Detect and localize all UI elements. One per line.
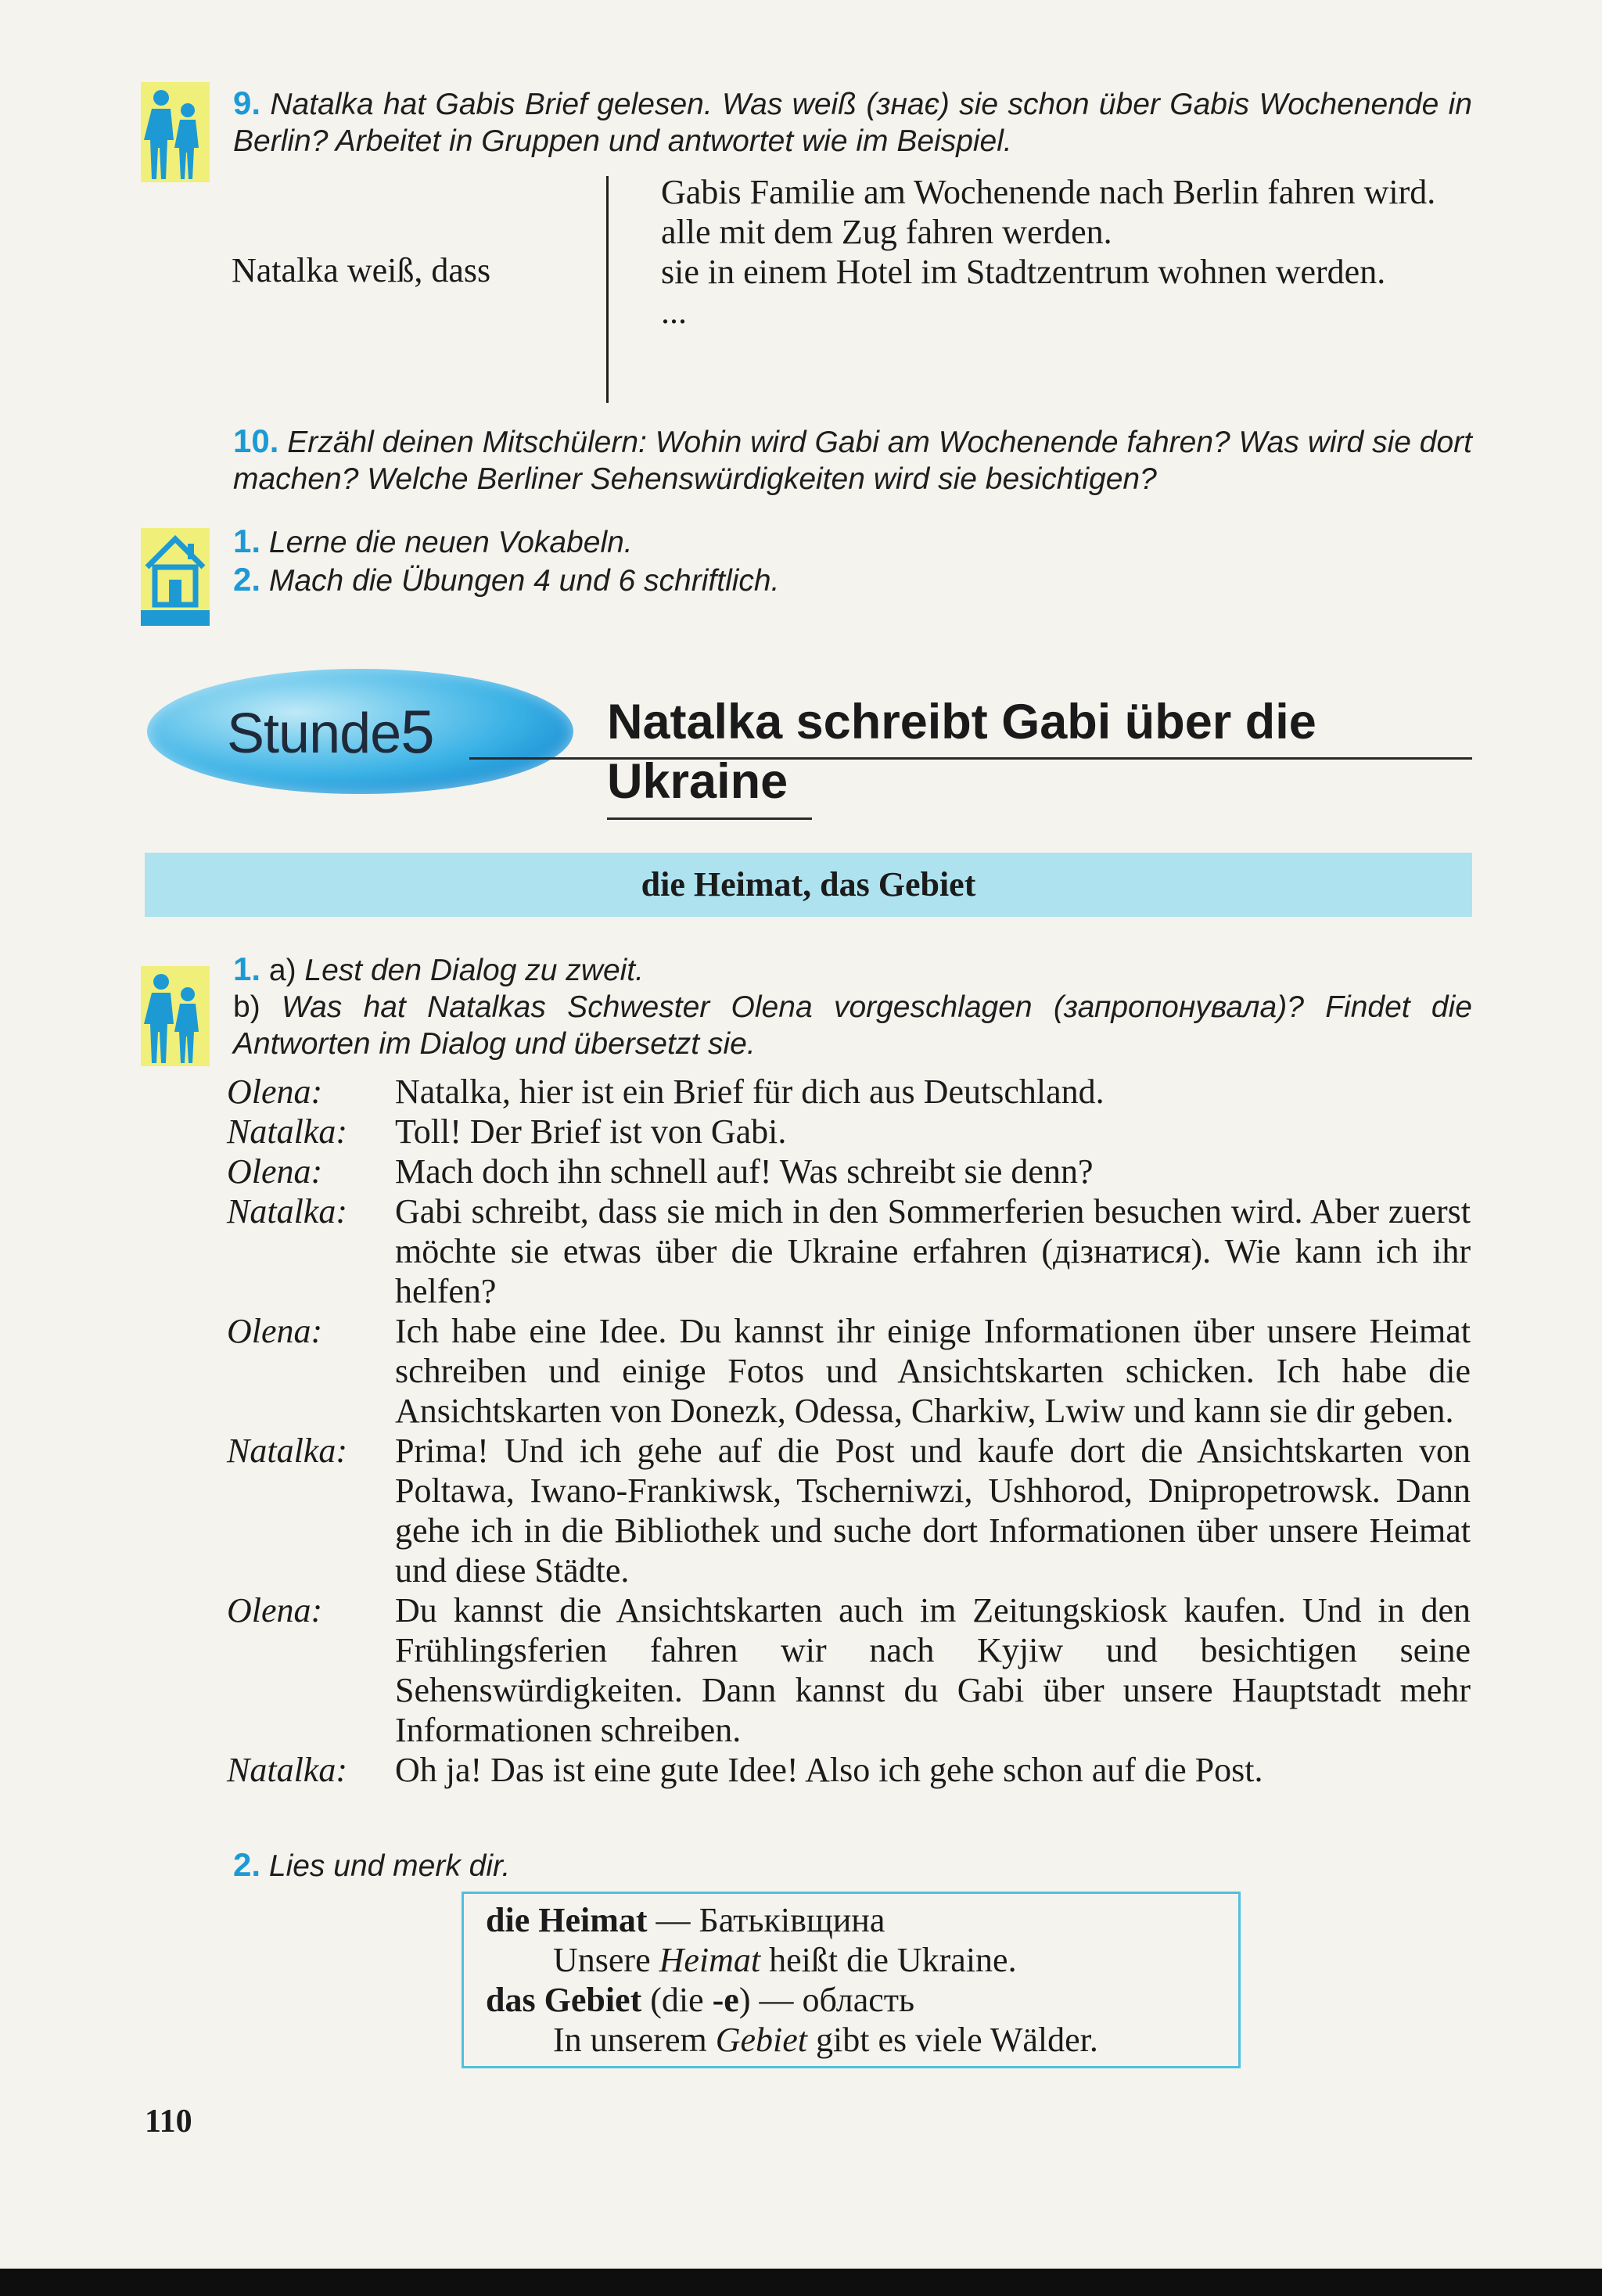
- homework-number: 1.: [233, 523, 261, 559]
- homework-item: [233, 523, 1406, 561]
- dialog-speaker: Natalka:: [227, 1112, 347, 1151]
- ex10-instruction-block: [233, 422, 1472, 498]
- dialog-speaker: Olena:: [227, 1312, 323, 1350]
- homework-number: 2.: [233, 561, 261, 598]
- vocab-example-text: In unserem: [553, 2021, 716, 2059]
- ex2-number: 2.: [233, 1846, 261, 1883]
- vocab-example-text: gibt es viele Wälder.: [807, 2021, 1098, 2059]
- scan-edge: [0, 2269, 1602, 2296]
- vocab-plural: ): [738, 1981, 751, 2019]
- vocab-example-word: Gebiet: [715, 2021, 808, 2059]
- stunde-number: 5: [400, 697, 434, 766]
- dialog-text: Mach doch ihn schnell auf! Was schreibt sie denn?: [395, 1152, 1094, 1191]
- dialog-text: Du kannst die Ansichtskarten auch im Zeitungskiosk kaufen. Und in den Frühlingsferien fahren wir nach Kyjiw und besichtigen seine Sehenswürdigkeiten. Dann kannst du Gabi über unsere Hauptstadt mehr Informationen schreiben.: [395, 1591, 1471, 1749]
- ex1-b-text: Was hat Natalkas Schwester Olena vorgeschlagen (запропонувала)? Findet die Antworten im Dialog und übersetzt sie.: [233, 990, 1472, 1061]
- dialog-line: [227, 1590, 1471, 1750]
- dialog-speaker: Olena:: [227, 1073, 323, 1111]
- ex9-lead: Natalka weiß, dass: [232, 251, 491, 289]
- ex9-instruction: Natalka hat Gabis Brief gelesen. Was weiß (знає) sie schon über Gabis Wochenende in Berlin? Arbeitet in Gruppen und antwortet wie im Beispiel.: [233, 88, 1472, 158]
- dialog-line: [227, 1750, 1471, 1790]
- ex9-item: alle mit dem Zug fahren werden.: [661, 213, 1112, 251]
- vocab-example-text: Unsere: [553, 1941, 659, 1979]
- dialog-text: Prima! Und ich gehe auf die Post und kaufe dort die Ansichtskarten von Poltawa, Iwano-Frankiwsk, Tscherniwzi, Ushhorod, Dnipropetrowsk. Dann gehe ich in die Bibliothek und suche dort Informationen über unsere Heimat und diese Städte.: [395, 1432, 1471, 1590]
- ex2-instruction-block: [233, 1846, 510, 1885]
- vocab-example-text: heißt die Ukraine.: [760, 1941, 1017, 1979]
- ex9-number: 9.: [233, 84, 261, 121]
- dialog-line: [227, 1191, 1471, 1311]
- homework-text: Mach die Übungen 4 und 6 schriftlich.: [268, 564, 780, 598]
- vocab-box: [462, 1892, 1241, 2068]
- vocab-example-word: Heimat: [659, 1941, 761, 1979]
- vocab-translation: — область: [750, 1981, 915, 2019]
- stunde-label: [227, 696, 434, 767]
- vocab-word: die Heimat: [486, 1901, 648, 1939]
- dialog: [227, 1072, 1471, 1790]
- dialog-speaker: Olena:: [227, 1152, 323, 1191]
- ex1-a-text: Lest den Dialog zu zweit.: [304, 954, 644, 987]
- vocab-plural-ending: -e: [712, 1981, 739, 2019]
- dialog-text: Gabi schreibt, dass sie mich in den Sommerferien besuchen wird. Aber zuerst möchte sie etwas über die Ukraine erfahren (дізнатися). Wie kann ich ihr helfen?: [395, 1192, 1471, 1310]
- dialog-speaker: Natalka:: [227, 1192, 347, 1231]
- ex9-item: ...: [661, 293, 687, 331]
- dialog-speaker: Natalka:: [227, 1751, 347, 1789]
- pair-work-icon: [141, 966, 210, 1066]
- dialog-line: [227, 1431, 1471, 1590]
- vocab-plural: (die: [641, 1981, 713, 2019]
- ex9-items: [661, 172, 1468, 332]
- homework-list: [233, 523, 1406, 599]
- ex9-item: sie in einem Hotel im Stadtzentrum wohnen werden.: [661, 253, 1386, 291]
- vocab-entry-heimat: [486, 1900, 1216, 1940]
- ex1-b-label: b): [233, 990, 260, 1024]
- homework-text: Lerne die neuen Vokabeln.: [268, 526, 633, 559]
- vocab-header: die Heimat, das Gebiet: [145, 853, 1472, 917]
- homework-item: [233, 561, 1406, 599]
- ex9-instruction-block: [233, 84, 1472, 160]
- dialog-speaker: Olena:: [227, 1591, 323, 1629]
- dialog-text: Ich habe eine Idee. Du kannst ihr einige Informationen über unsere Heimat schreiben und einige Fotos und Ansichtskarten schicken. Ich habe die Ansichtskarten von Donezk, Odessa, Charkiw, Lwiw und kann sie dir geben.: [395, 1312, 1471, 1430]
- lesson-title: Natalka schreibt Gabi über die Ukraine: [607, 695, 1316, 809]
- ex1-part-a: [233, 950, 1472, 989]
- vocab-word: das Gebiet: [486, 1981, 642, 2019]
- ex1-instruction-block: [233, 950, 1472, 1062]
- vocab-example: [486, 1940, 1216, 1980]
- ex9-item: Gabis Familie am Wochenende nach Berlin fahren wird.: [661, 173, 1436, 211]
- page-number: 110: [145, 2104, 192, 2140]
- dialog-line: [227, 1112, 1471, 1152]
- dialog-text: Natalka, hier ist ein Brief für dich aus Deutschland.: [395, 1073, 1105, 1111]
- ex2-instruction: Lies und merk dir.: [268, 1849, 511, 1883]
- title-underline-2: [607, 817, 812, 820]
- stunde-word: Stunde: [227, 702, 401, 765]
- dialog-text: Oh ja! Das ist eine gute Idee! Also ich gehe schon auf die Post.: [395, 1751, 1263, 1789]
- vocab-example: [486, 2020, 1216, 2060]
- ex1-a-label: a): [268, 954, 296, 987]
- homework-house-icon: [141, 528, 210, 626]
- ex10-instruction: Erzähl deinen Mitschülern: Wohin wird Gabi am Wochenende fahren? Was wird sie dort machen? Welche Berliner Sehenswürdigkeiten wird sie besichtigen?: [233, 426, 1472, 496]
- ex1-number: 1.: [233, 950, 261, 987]
- ex1-part-b: [233, 989, 1472, 1062]
- dialog-speaker: Natalka:: [227, 1432, 347, 1470]
- dialog-line: [227, 1311, 1471, 1431]
- group-work-icon: [141, 82, 210, 182]
- ex9-divider: [606, 176, 609, 403]
- dialog-line: [227, 1152, 1471, 1191]
- vocab-entry-gebiet: [486, 1980, 1216, 2020]
- ex10-number: 10.: [233, 422, 279, 459]
- dialog-text: Toll! Der Brief ist von Gabi.: [395, 1112, 787, 1151]
- dialog-line: [227, 1072, 1471, 1112]
- vocab-translation: — Батьківщина: [656, 1901, 885, 1939]
